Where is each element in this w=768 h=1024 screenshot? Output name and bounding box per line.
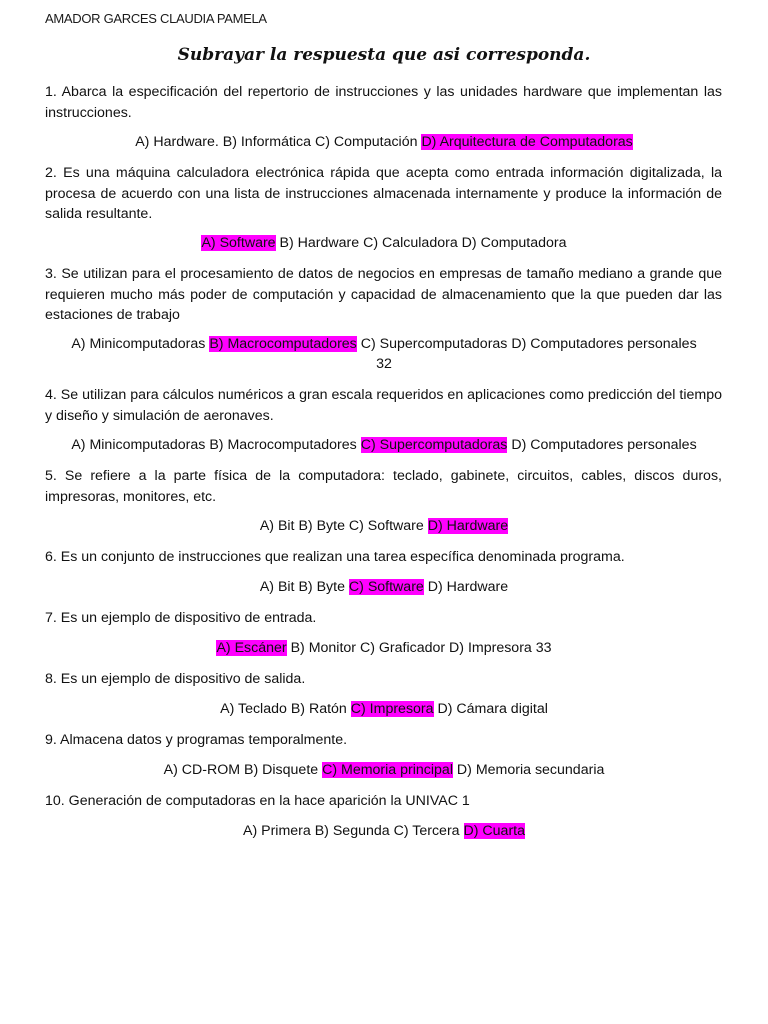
option-text: A) Hardware. B) Informática C) Computación	[135, 134, 422, 150]
highlighted-answer: C) Supercomputadoras	[360, 437, 508, 453]
question-10: 10. Generación de computadoras en la hace aparición la UNIVAC 1	[45, 793, 470, 809]
options-10	[0, 821, 768, 842]
highlighted-answer: A) Escáner	[216, 640, 287, 656]
options-4	[0, 435, 768, 456]
highlighted-answer: D) Arquitectura de Computadoras	[421, 134, 633, 150]
question-8: 8. Es un ejemplo de dispositivo de salida.	[45, 671, 306, 687]
option-text: C) Supercomputadoras D) Computadores personales	[356, 336, 697, 352]
option-text: A) Minicomputadoras B) Macrocomputadores	[71, 437, 361, 453]
question-5: 5. Se refiere a la parte física de la computadora: teclado, gabinete, circuitos, cables, discos duros, impresoras, monitores, etc.	[45, 468, 722, 505]
option-text: D) Memoria secundaria	[452, 762, 605, 778]
option-text: D) Cámara digital	[433, 701, 548, 717]
question-9: 9. Almacena datos y programas temporalmente.	[45, 732, 348, 748]
option-text: A) Teclado B) Ratón	[220, 701, 351, 717]
page-number: 32	[376, 356, 392, 372]
option-text: A) Bit B) Byte C) Software	[259, 518, 428, 534]
options-3	[0, 334, 768, 355]
highlighted-answer: D) Hardware	[427, 518, 509, 534]
options-8	[0, 699, 768, 720]
highlighted-answer: C) Software	[348, 579, 424, 595]
option-text: B) Monitor C) Graficador D) Impresora 33	[286, 640, 552, 656]
question-4: 4. Se utilizan para cálculos numéricos a gran escala requeridos en aplicaciones como predicción del tiempo y diseño y simulación de aeronaves.	[45, 387, 722, 424]
page-title: Subrayar la respuesta que asi corresponda.	[177, 45, 591, 65]
options-9	[0, 760, 768, 781]
option-text: D) Computadores personales	[507, 437, 697, 453]
question-6: 6. Es un conjunto de instrucciones que realizan una tarea específica denominada programa.	[45, 549, 625, 565]
option-text: B) Hardware C) Calculadora D) Computadora	[275, 235, 567, 251]
option-text: A) CD-ROM B) Disquete	[163, 762, 323, 778]
options-5	[0, 516, 768, 537]
option-text: D) Hardware	[423, 579, 509, 595]
options-6	[0, 577, 768, 598]
highlighted-answer: B) Macrocomputadores	[209, 336, 357, 352]
options-2	[0, 233, 768, 254]
student-name: AMADOR GARCES CLAUDIA PAMELA	[45, 11, 267, 26]
question-1: 1. Abarca la especificación del repertorio de instrucciones y las unidades hardware que implementan las instrucciones.	[45, 84, 722, 121]
highlighted-answer: A) Software	[201, 235, 276, 251]
option-text: A) Minicomputadoras	[71, 336, 210, 352]
options-7	[0, 638, 768, 659]
option-text: A) Bit B) Byte	[259, 579, 349, 595]
options-1	[0, 132, 768, 153]
option-text: A) Primera B) Segunda C) Tercera	[242, 823, 464, 839]
question-2: 2. Es una máquina calculadora electrónica rápida que acepta como entrada información digitalizada, la procesa de acuerdo con una lista de instrucciones almacenada internamente y produce la información de salida resultante.	[45, 165, 722, 222]
question-3: 3. Se utilizan para el procesamiento de datos de negocios en empresas de tamaño mediano a grande que requieren mucho más poder de computación y capacidad de almacenamiento que la que pueden dar las estaciones de trabajo	[45, 266, 722, 323]
question-7: 7. Es un ejemplo de dispositivo de entrada.	[45, 610, 317, 626]
highlighted-answer: D) Cuarta	[463, 823, 525, 839]
highlighted-answer: C) Impresora	[350, 701, 434, 717]
highlighted-answer: C) Memoria principal	[322, 762, 453, 778]
